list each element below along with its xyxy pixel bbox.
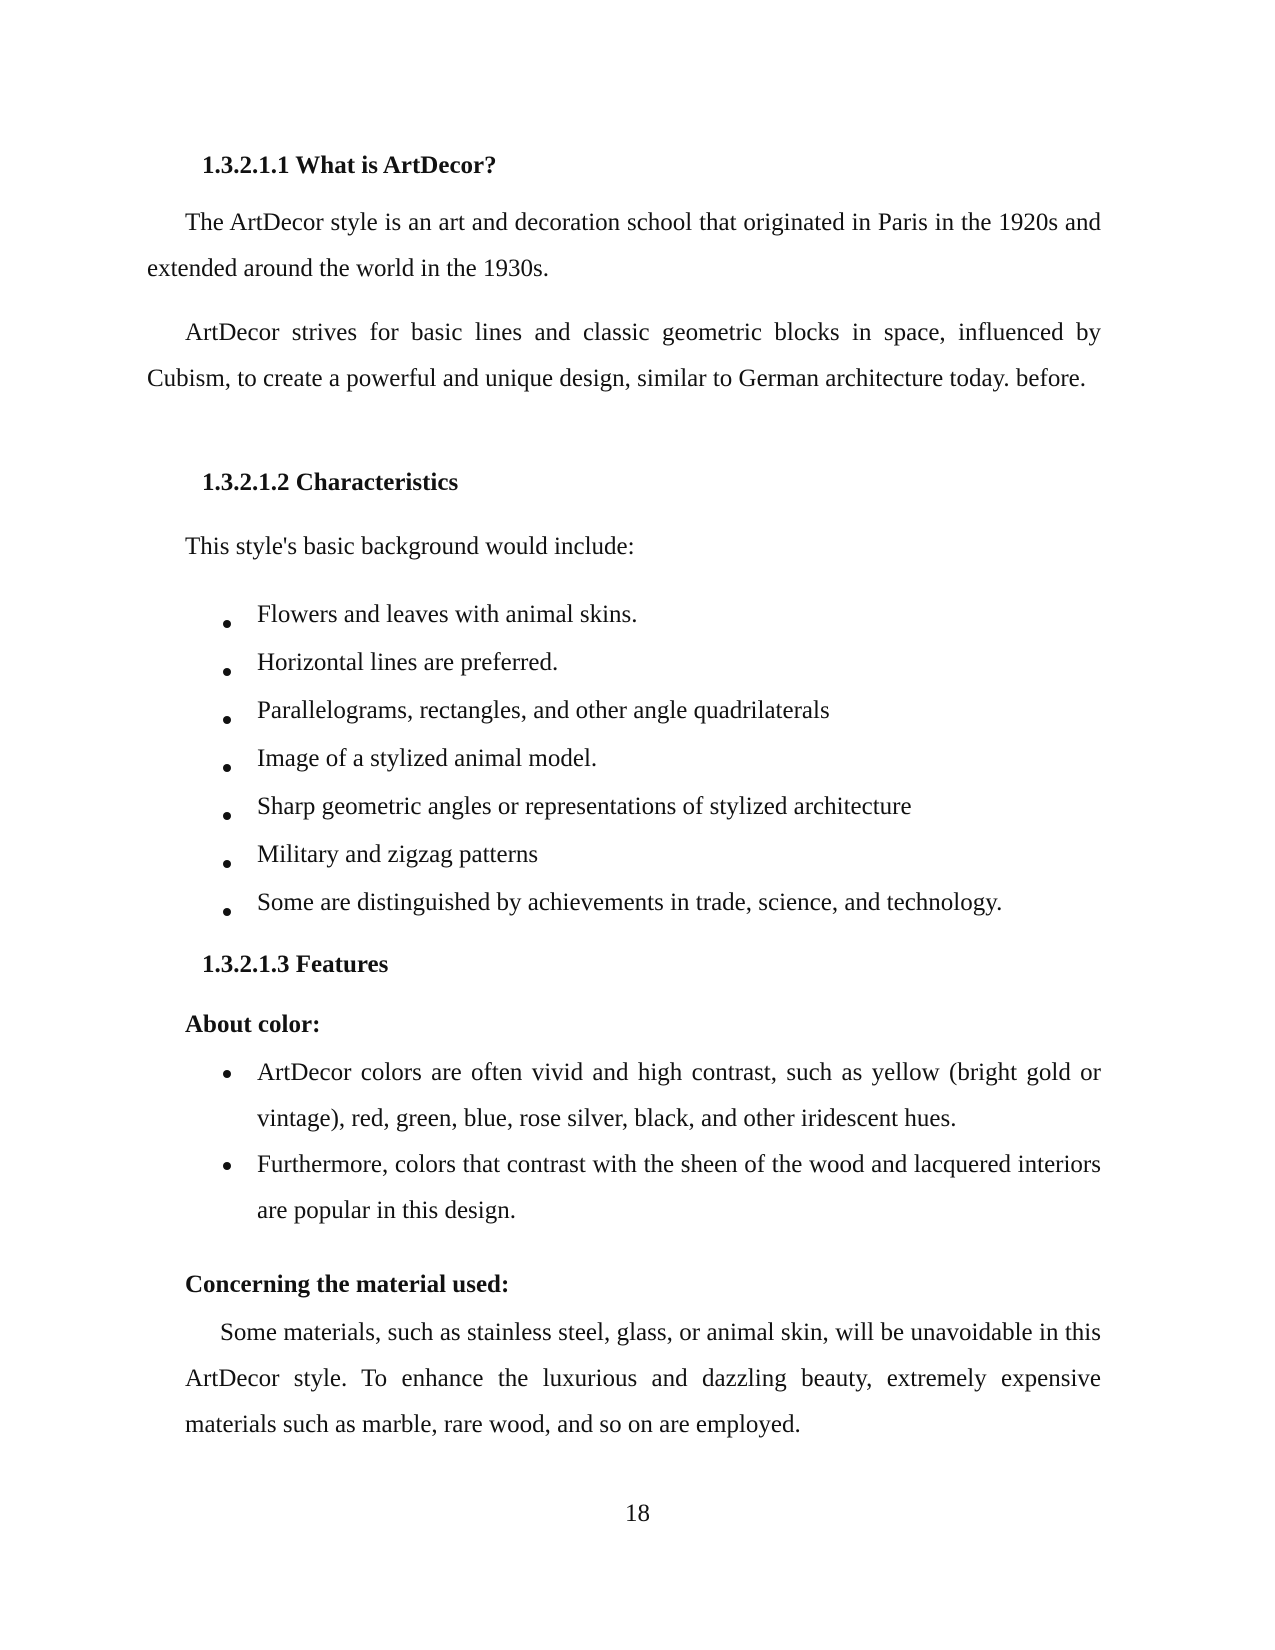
- heading-characteristics: 1.3.2.1.2 Characteristics: [202, 469, 459, 496]
- bullet-icon: [223, 1162, 231, 1170]
- list-item: Some are distinguished by achievements in trade, science, and technology.: [185, 888, 1101, 936]
- bullet-icon: [223, 860, 231, 868]
- list-item: Parallelograms, rectangles, and other angle quadrilaterals: [185, 696, 1101, 744]
- bullet-icon: [223, 1070, 231, 1078]
- bullet-icon: [223, 812, 231, 820]
- list-item: Flowers and leaves with animal skins.: [185, 600, 1101, 648]
- bullet-icon: [223, 908, 231, 916]
- list-item: Sharp geometric angles or representations of stylized architecture: [185, 792, 1101, 840]
- paragraph-artdecor-lines: ArtDecor strives for basic lines and classic geometric blocks in space, influenced by Cubism, to create a powerful and unique design, similar to German architecture today. before.: [147, 319, 1101, 392]
- color-list: [185, 1050, 1101, 1234]
- list-item: Furthermore, colors that contrast with the sheen of the wood and lacquered interiors are popular in this design.: [185, 1142, 1101, 1234]
- subheading-material-used: Concerning the material used:: [185, 1271, 510, 1298]
- list-item: ArtDecor colors are often vivid and high contrast, such as yellow (bright gold or vintage), red, green, blue, rose silver, black, and other iridescent hues.: [185, 1050, 1101, 1142]
- bullet-icon: [223, 764, 231, 772]
- list-item: Image of a stylized animal model.: [185, 744, 1101, 792]
- heading-what-is-artdecor: 1.3.2.1.1 What is ArtDecor?: [202, 152, 497, 179]
- list-item: Horizontal lines are preferred.: [185, 648, 1101, 696]
- paragraph-materials: Some materials, such as stainless steel, glass, or animal skin, will be unavoidable in this ArtDecor style. To enhance the luxurious and dazzling beauty, extremely expensive materials such as marble, rare wood, and so on are employed.: [185, 1319, 1101, 1438]
- bullet-icon: [223, 716, 231, 724]
- heading-features: 1.3.2.1.3 Features: [202, 951, 389, 978]
- paragraph-artdecor-origin: The ArtDecor style is an art and decoration school that originated in Paris in the 1920s and extended around the world in the 1930s.: [147, 209, 1101, 282]
- characteristics-list: [185, 600, 1101, 936]
- subheading-about-color: About color:: [185, 1011, 321, 1038]
- list-item: Military and zigzag patterns: [185, 840, 1101, 888]
- bullet-icon: [223, 620, 231, 628]
- paragraph-characteristics-intro: This style's basic background would include:: [185, 533, 635, 560]
- page-number: 18: [625, 1500, 650, 1527]
- bullet-icon: [223, 668, 231, 676]
